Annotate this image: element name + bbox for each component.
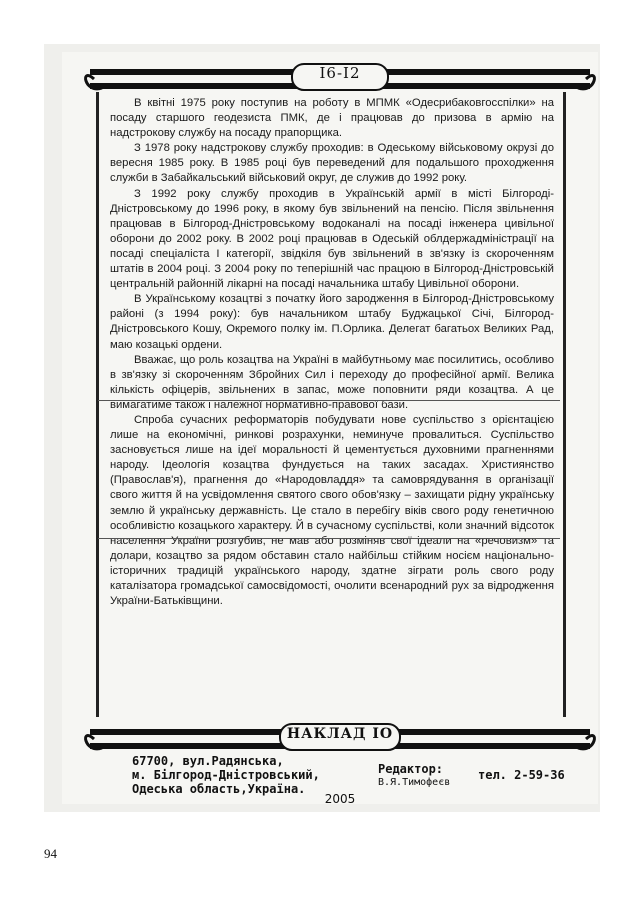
editor-info: Редактор: В.Я.Тимофеєв bbox=[378, 762, 451, 788]
page-number: 94 bbox=[44, 846, 57, 861]
column-rule bbox=[98, 400, 560, 401]
paragraph: Спроба сучасних реформаторів побудувати нове суспільство з орієнтацією лише на економічні, ринкові розрахунки, неминуче провалиться. Суспільство засновується лише на ідеї моральності й цементується духовними прагненнями народу. Ідеологія козацтва фундується на таких засадах. Християнство (Православ'я), прагнення до «Народовладдя» та самоврядування в організації свого життя й на усвідомлення святого свого обов'язку – захищати рідну українську землю й українську державність. Це стало в перебігу віків свого роду генетичною особливістю козацького характеру. Й в сучасному суспільстві, коли значний відсоток населення України розгубив, не мав або розміняв свої ідеали на «речовизм» та долари, козацтво за рядом обставин стало найбільш стійким носієм національно-історичних традицій українського народу, здатне зіграти роль свого роду каталізатора громадської самосвідомості, очолити всенародний рух за відродження України-Батьківщини. bbox=[110, 413, 554, 608]
top-banner bbox=[80, 58, 600, 96]
phone-number: тел. 2-59-36 bbox=[478, 768, 565, 782]
bottom-banner bbox=[80, 718, 600, 756]
paragraph: Вважає, що роль козацтва на Україні в майбутньому має посилитись, особливо в зв'язку зі скороченням Збройних Сил і переходу до професійної армії. Велика кількість офіцерів, звільнених в запас, може поповнити ряди козацтва. А це вимагатиме також і належної нормативно-правової бази. bbox=[110, 353, 554, 411]
paragraph: З 1978 року надстрокову службу проходив: в Одеському військовому окрузі до вересня 1985 року. В 1985 році був переведений для подальшого проходження служби в Забайкальський військовий округ, де служив до 1992 року. bbox=[110, 142, 554, 185]
publisher-address: 67700, вул.Радянська, м. Білгород-Дністровський, Одеська область,Україна. bbox=[132, 754, 320, 796]
imprint-footer bbox=[78, 752, 602, 812]
paragraph: З 1992 року службу проходив в Українській армії в місті Білгороді-Дністровському до 1996 року, в якому був звільнений на пенсію. Після звільнення працював в Білгород-Дністровському водоканалі на посаді інженера цивільної оборони до 2002 року. В 2002 році працював в Одеській облдержадміністрації на посаді спеціаліста І категорії, звідкіля був звільнений в зв'язку із скороченням штатів в 2004 році. З 2004 року по теперішній час працюю в Білгород-Дністровській центральній районній лікарні на посаді начальника штабу Цивільної оборони. bbox=[110, 187, 554, 291]
issue-number: I6-I2 bbox=[319, 64, 361, 82]
publication-year: 2005 bbox=[324, 792, 356, 806]
scanned-page bbox=[44, 44, 600, 812]
newspaper-sheet bbox=[62, 52, 598, 804]
article-body bbox=[110, 96, 554, 609]
print-run: НАКЛАД IO bbox=[286, 726, 394, 742]
paragraph: В Українському козацтві з початку його зародження в Білгород-Дністровському районі (з 1994 року): був начальником штабу Буджацької Січі, Білгород-Дністровського Кошу, Окремого полку ім. П.Орлика. Делегат багатьох Великих Рад, маю козацькі ордени. bbox=[110, 293, 554, 351]
paragraph: В квітні 1975 року поступив на роботу в МПМК «Одесрибаковгосспілки» на посаду старшого геодезиста ПМК, де і працював до призова в армію на надстрокову службу на посаду прапорщика. bbox=[110, 97, 554, 140]
column-rule bbox=[98, 538, 560, 539]
